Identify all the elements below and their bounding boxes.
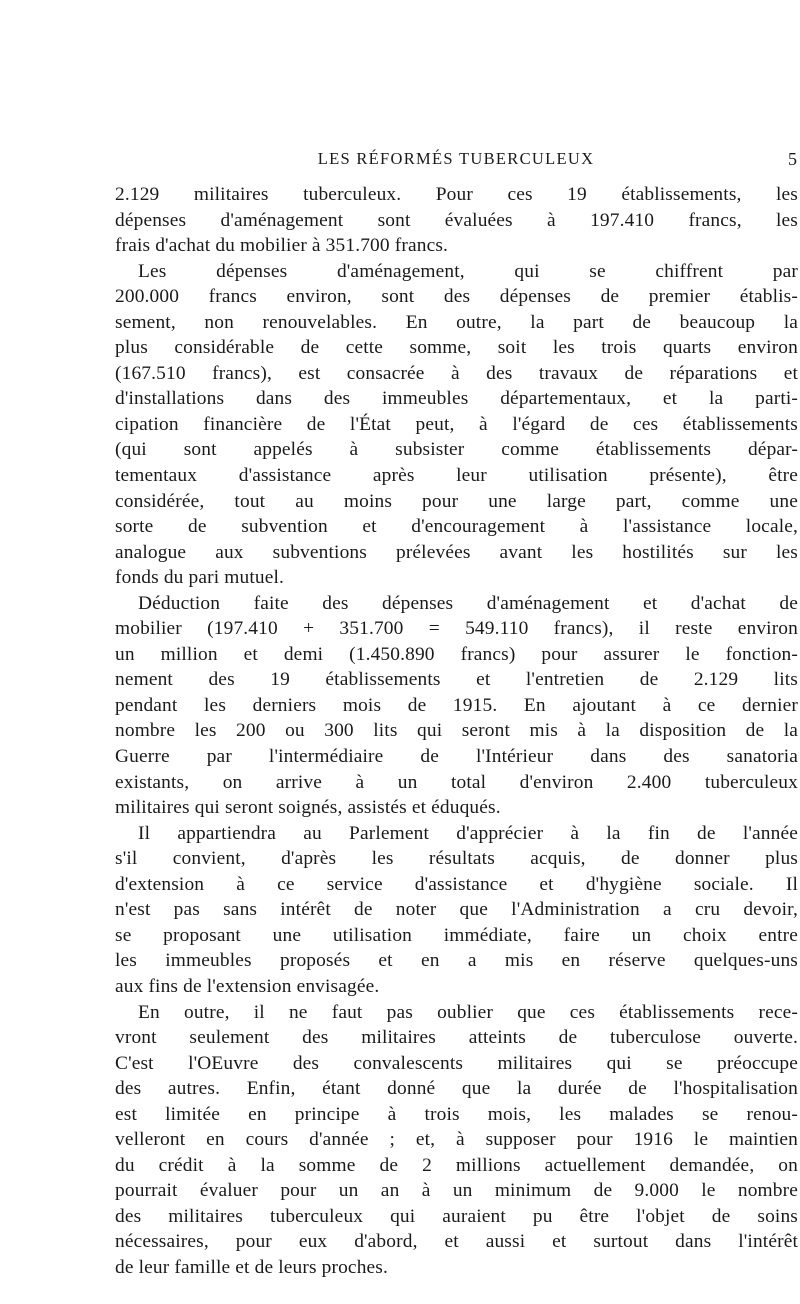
text-line: frais d'achat du mobilier à 351.700 francs.	[115, 235, 449, 257]
text-line: 2.129 militaires tuberculeux. Pour ces 19 établissements, les	[115, 184, 798, 205]
text-line: sorte de subvention et d'encouragement à l'assistance locale,	[115, 516, 798, 538]
text-line: n'est pas sans intérêt de noter que l'Administration a cru devoir,	[115, 899, 798, 921]
text-line: de leur famille et de leurs proches.	[115, 1256, 388, 1278]
text-line: mobilier (197.410 + 351.700 = 549.110 francs), il reste environ	[115, 618, 798, 640]
text-line: pourrait évaluer pour un an à un minimum de 9.000 le nombre	[115, 1180, 798, 1202]
text-line: du crédit à la somme de 2 millions actuellement demandée, on	[115, 1154, 798, 1176]
text-line: un million et demi (1.450.890 francs) pour assurer le fonction-	[115, 643, 798, 665]
text-line: tementaux d'assistance après leur utilisation présente), être	[115, 465, 798, 487]
text-line: militaires qui seront soignés, assistés et éduqués.	[115, 797, 501, 819]
text-line: Guerre par l'intermédiaire de l'Intérieur dans des sanatoria	[115, 746, 798, 768]
text-line: des militaires tuberculeux qui auraient pu être l'objet de soins	[115, 1205, 798, 1227]
text-line: Il appartiendra au Parlement d'apprécier à la fin de l'année	[138, 822, 798, 844]
body-text	[115, 182, 798, 1281]
text-line: nécessaires, pour eux d'abord, et aussi et surtout dans l'intérêt	[115, 1231, 798, 1253]
text-line: (167.510 francs), est consacrée à des travaux de réparations et	[115, 362, 798, 384]
text-line: analogue aux subventions prélevées avant les hostilités sur les	[115, 541, 798, 563]
running-title: LES RÉFORMÉS TUBERCULEUX	[317, 149, 595, 168]
text-line: En outre, il ne faut pas oublier que ces établissements rece-	[138, 1001, 798, 1023]
text-line: (qui sont appelés à subsister comme établissements dépar-	[115, 439, 798, 461]
text-line: s'il convient, d'après les résultats acquis, de donner plus	[115, 848, 798, 870]
text-line: nombre les 200 ou 300 lits qui seront mis à la disposition de la	[115, 720, 798, 742]
text-line: velleront en cours d'année ; et, à supposer pour 1916 le maintien	[115, 1129, 798, 1151]
text-line: 200.000 francs environ, sont des dépenses de premier établis-	[115, 286, 798, 308]
text-line: Les dépenses d'aménagement, qui se chiffrent par	[138, 260, 798, 282]
text-line: des autres. Enfin, étant donné que la durée de l'hospitalisation	[115, 1078, 798, 1100]
text-line: d'installations dans des immeubles départementaux, et la parti-	[115, 388, 798, 410]
text-line: existants, on arrive à un total d'environ 2.400 tuberculeux	[115, 771, 798, 793]
text-line: nement des 19 établissements et l'entretien de 2.129 lits	[115, 669, 798, 691]
text-line: dépenses d'aménagement sont évaluées à 197.410 francs, les	[115, 209, 798, 231]
text-line: plus considérable de cette somme, soit les trois quarts environ	[115, 337, 798, 359]
text-line: Déduction faite des dépenses d'aménagement et d'achat de	[138, 592, 798, 614]
text-line: considérée, tout au moins pour une large part, comme une	[115, 490, 798, 512]
text-line: se proposant une utilisation immédiate, faire un choix entre	[115, 924, 798, 946]
text-line: cipation financière de l'État peut, à l'égard de ces établissements	[115, 413, 798, 435]
text-line: vront seulement des militaires atteints de tuberculose ouverte.	[115, 1027, 798, 1049]
text-line: sement, non renouvelables. En outre, la part de beaucoup la	[115, 311, 798, 333]
text-line: fonds du pari mutuel.	[115, 567, 285, 589]
text-line: C'est l'OEuvre des convalescents militaires qui se préoccupe	[115, 1052, 798, 1074]
text-line: aux fins de l'extension envisagée.	[115, 975, 380, 997]
running-head	[115, 145, 797, 173]
text-line: pendant les derniers mois de 1915. En ajoutant à ce dernier	[115, 694, 798, 716]
text-line: les immeubles proposés et en a mis en réserve quelques-uns	[115, 950, 798, 972]
text-line: est limitée en principe à trois mois, les malades se renou-	[115, 1103, 798, 1125]
text-line: d'extension à ce service d'assistance et d'hygiène sociale. Il	[115, 873, 798, 895]
page-number: 5	[788, 149, 797, 169]
